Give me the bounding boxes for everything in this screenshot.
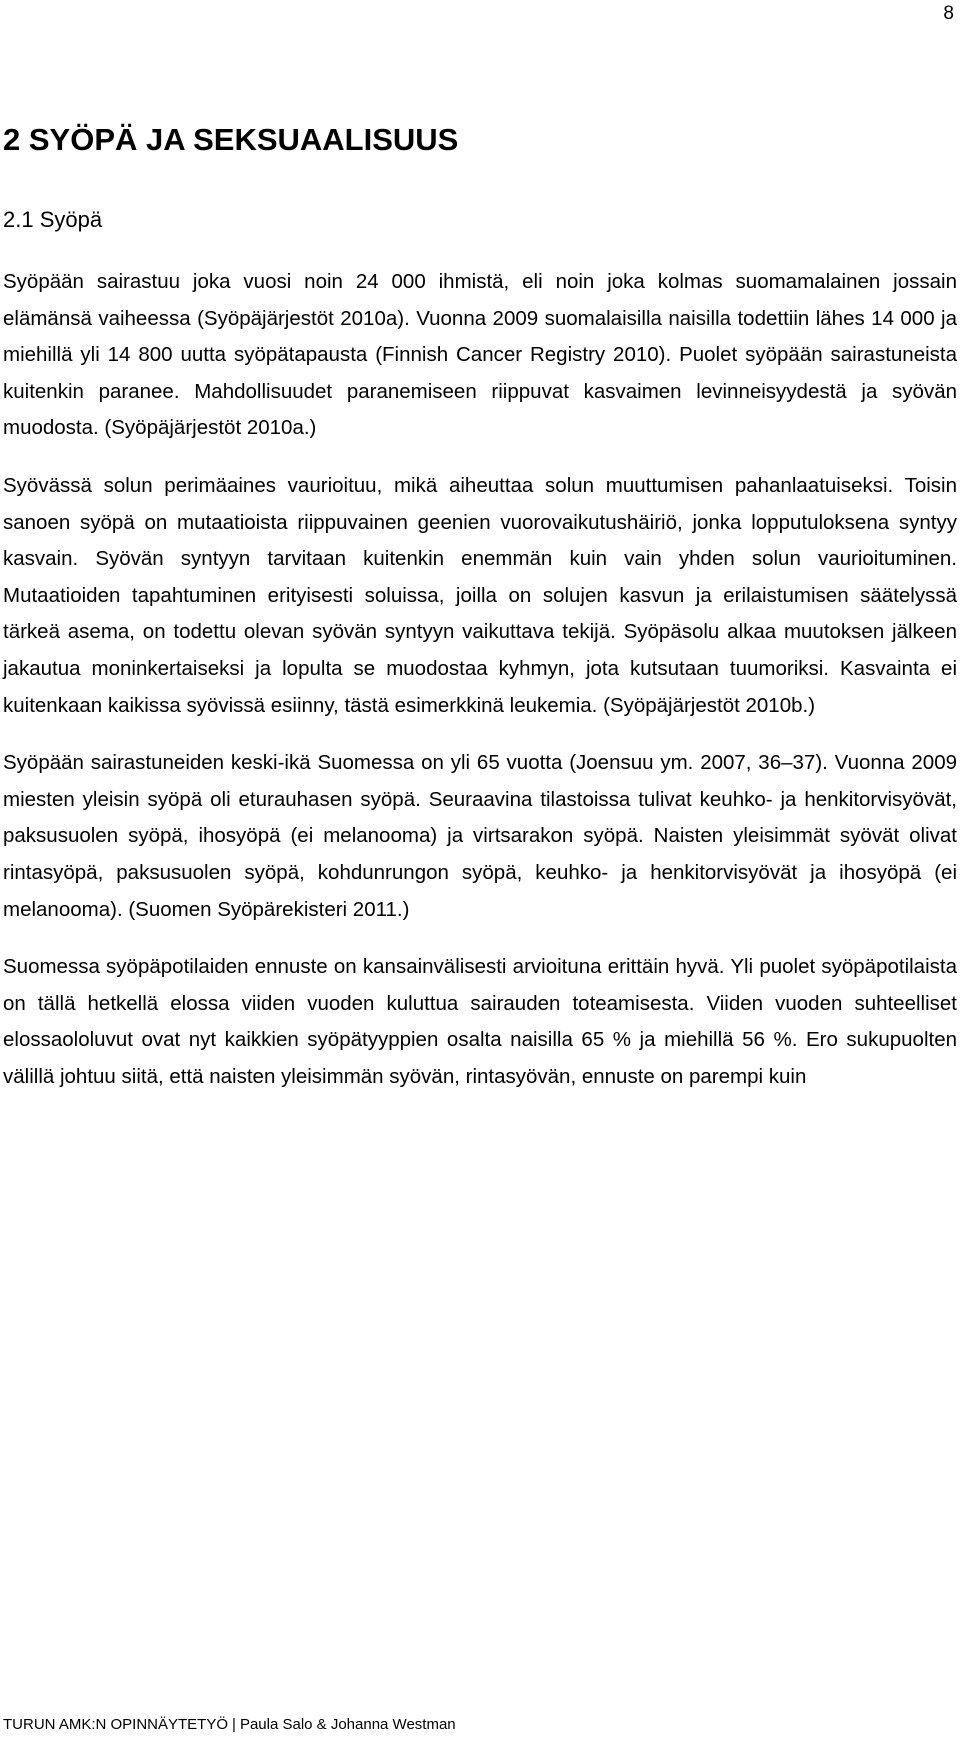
footer-authors: Paula Salo & Johanna Westman <box>239 1716 456 1733</box>
document-body <box>0 120 960 1116</box>
page-footer <box>3 1715 456 1735</box>
paragraph-mechanism: Syövässä solun perimäaines vaurioituu, mikä aiheuttaa solun muuttumisen pahanlaatuiseksi. Toisin sanoen syöpä on mutaatioista riippuvainen geenien vuorovaikutushäiriö, jonka lopputuloksena syntyy kasvain. Syövän syntyyn tarvitaan kuitenkin enemmän kuin vain yhden solun vaurioituminen. Mutaatioiden tapahtuminen erityisesti soluissa, joilla on solujen kasvun ja erilaistumisen säätelyssä tärkeä asema, on todettu olevan syövän syntyyn vaikuttava tekijä. Syöpäsolu alkaa muutoksen jälkeen jakautua moninkertaiseksi ja lopulta se muodostaa kyhmyn, jota kutsutaan tuumoriksi. Kasvainta ei kuitenkaan kaikissa syövissä esiinny, tästä esimerkkinä leukemia. (Syöpäjärjestöt 2010b.) <box>3 473 957 717</box>
section-title: 2.1 Syöpä <box>3 207 103 232</box>
chapter-title: 2 SYÖPÄ JA SEKSUAALISUUS <box>3 122 459 157</box>
page-number: 8 <box>943 3 954 24</box>
paragraph-common-cancers: Syöpään sairastuneiden keski-ikä Suomessa on yli 65 vuotta (Joensuu ym. 2007, 36–37). Vuonna 2009 miesten yleisin syöpä oli eturauhasen syöpä. Seuraavina tilastoissa tulivat keuhko- ja henkitorvisyövät, paksusuolen syöpä, ihosyöpä (ei melanooma) ja virtsarakon syöpä. Naisten yleisimmät syövät olivat rintasyöpä, paksusuolen syöpä, kohdunrungon syöpä, keuhko- ja henkitorvisyövät ja ihosyöpä (ei melanooma). (Suomen Syöpärekisteri 2011.) <box>3 751 957 921</box>
footer-separator: | <box>232 1716 236 1733</box>
paragraph-incidence: Syöpään sairastuu joka vuosi noin 24 000 ihmistä, eli noin joka kolmas suomamalainen jossain elämänsä vaiheessa (Syöpäjärjestöt 2010a). Vuonna 2009 suomalaisilla naisilla todettiin lähes 14 000 ja miehillä yli 14 800 uutta syöpätapausta (Finnish Cancer Registry 2010). Puolet syöpään sairastuneista kuitenkin paranee. Mahdollisuudet paranemiseen riippuvat kasvaimen levinneisyydestä ja syövän muodosta. (Syöpäjärjestöt 2010a.) <box>3 270 957 440</box>
footer-institution: TURUN AMK:N OPINNÄYTETYÖ <box>3 1716 229 1733</box>
paragraph-prognosis: Suomessa syöpäpotilaiden ennuste on kansainvälisesti arvioituna erittäin hyvä. Yli puolet syöpäpotilaista on tällä hetkellä elossa viiden vuoden kuluttua sairauden toteamisesta. Viiden vuoden suhteelliset elossaololuvut ovat nyt kaikkien syöpätyyppien osalta naisilla 65 % ja miehillä 56 %. Ero sukupuolten välillä johtuu siitä, että naisten yleisimmän syövän, rintasyövän, ennuste on parempi kuin <box>3 955 957 1088</box>
section-text <box>3 264 957 1095</box>
